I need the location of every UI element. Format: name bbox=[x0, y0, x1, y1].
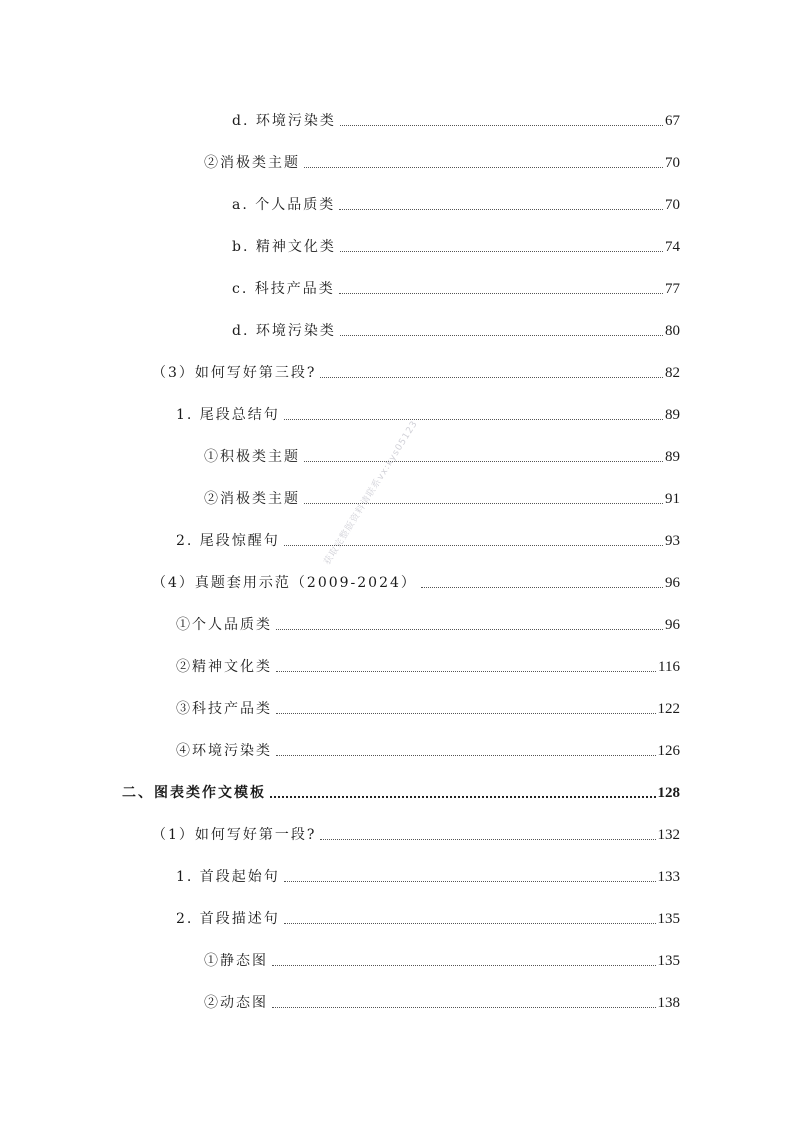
toc-entry-title: d. 环境污染类 bbox=[232, 323, 336, 339]
toc-entry-title: 2. 首段描述句 bbox=[176, 911, 280, 927]
toc-entry-page: 135 bbox=[657, 953, 680, 969]
toc-leader-dots bbox=[270, 795, 656, 798]
toc-entry[interactable] bbox=[232, 106, 680, 130]
toc-entry[interactable] bbox=[232, 190, 680, 214]
toc-entry[interactable] bbox=[176, 526, 680, 550]
toc-entry-title: ①静态图 bbox=[204, 953, 268, 969]
toc-entry-title: ②消极类主题 bbox=[204, 155, 300, 171]
toc-entry-title: （1）如何写好第一段? bbox=[152, 827, 317, 843]
toc-entry-page: 93 bbox=[665, 533, 680, 549]
toc-entry[interactable] bbox=[152, 568, 680, 592]
toc-entry-title: ②消极类主题 bbox=[204, 491, 300, 507]
toc-entry[interactable] bbox=[204, 148, 680, 172]
toc-entry[interactable] bbox=[176, 694, 680, 718]
toc-entry-page: 96 bbox=[665, 617, 680, 633]
toc-entry[interactable] bbox=[176, 862, 680, 886]
toc-leader-dots bbox=[320, 838, 655, 840]
toc-leader-dots bbox=[304, 460, 663, 462]
toc-entry-title: c. 科技产品类 bbox=[232, 281, 335, 297]
toc-entry-page: 91 bbox=[665, 491, 680, 507]
toc-leader-dots bbox=[272, 1006, 656, 1008]
toc-entry-title: ②精神文化类 bbox=[176, 659, 272, 675]
toc-leader-dots bbox=[339, 208, 663, 210]
toc-leader-dots bbox=[276, 628, 663, 630]
toc-entry-page: 135 bbox=[657, 911, 680, 927]
toc-section-heading[interactable] bbox=[122, 778, 680, 802]
toc-entry[interactable] bbox=[176, 904, 680, 928]
toc-entry-page: 89 bbox=[665, 449, 680, 465]
watermark-text: 获取完整版资料请联系vx:kys05123 bbox=[322, 418, 421, 567]
toc-leader-dots bbox=[284, 418, 663, 420]
toc-entry-title: ③科技产品类 bbox=[176, 701, 272, 717]
toc-entry-page: 89 bbox=[665, 407, 680, 423]
toc-leader-dots bbox=[339, 292, 663, 294]
toc-entry-page: 70 bbox=[665, 197, 680, 213]
toc-entry-page: 82 bbox=[665, 365, 680, 381]
toc-leader-dots bbox=[284, 922, 656, 924]
toc-entry-page: 122 bbox=[657, 701, 680, 717]
toc-entry[interactable] bbox=[204, 484, 680, 508]
toc-leader-dots bbox=[340, 334, 663, 336]
toc-leader-dots bbox=[276, 712, 656, 714]
toc-leader-dots bbox=[272, 964, 656, 966]
toc-leader-dots bbox=[421, 586, 663, 588]
toc-entry-page: 70 bbox=[665, 155, 680, 171]
toc-leader-dots bbox=[276, 670, 656, 672]
toc-entry[interactable] bbox=[204, 946, 680, 970]
toc-leader-dots bbox=[320, 376, 663, 378]
toc-entry[interactable] bbox=[204, 442, 680, 466]
toc-entry[interactable] bbox=[232, 232, 680, 256]
toc-entry-title: d. 环境污染类 bbox=[232, 113, 336, 129]
toc-entry-title: （4）真题套用示范（2009-2024） bbox=[152, 575, 417, 591]
toc-entry-page: 96 bbox=[665, 575, 680, 591]
toc-entry-title: ④环境污染类 bbox=[176, 743, 272, 759]
toc-entry[interactable] bbox=[152, 820, 680, 844]
toc-entry-page: 126 bbox=[657, 743, 680, 759]
toc-leader-dots bbox=[276, 754, 656, 756]
toc-entry[interactable] bbox=[176, 610, 680, 634]
toc-leader-dots bbox=[340, 124, 663, 126]
toc-entry-title: ②动态图 bbox=[204, 995, 268, 1011]
toc-entry-page: 77 bbox=[665, 281, 680, 297]
toc-entry-title: a. 个人品质类 bbox=[232, 197, 336, 213]
toc-entry-title: 二、图表类作文模板 bbox=[122, 785, 266, 801]
toc-entry-page: 80 bbox=[665, 323, 680, 339]
toc-entry-page: 138 bbox=[657, 995, 680, 1011]
toc-entry[interactable] bbox=[232, 316, 680, 340]
toc-leader-dots bbox=[284, 880, 656, 882]
toc-entry-page: 67 bbox=[665, 113, 680, 129]
toc-entry[interactable] bbox=[176, 652, 680, 676]
toc-leader-dots bbox=[304, 166, 663, 168]
toc-entry-title: 1. 首段起始句 bbox=[176, 869, 280, 885]
toc-entry-page: 132 bbox=[657, 827, 680, 843]
toc-entry-title: b. 精神文化类 bbox=[232, 239, 336, 255]
toc-entry-title: （3）如何写好第三段? bbox=[152, 365, 317, 381]
toc-entry-title: 1. 尾段总结句 bbox=[176, 407, 280, 423]
toc-entry[interactable] bbox=[204, 988, 680, 1012]
toc-entry[interactable] bbox=[176, 400, 680, 424]
toc-entry-page: 116 bbox=[658, 659, 680, 675]
toc-entry-page: 128 bbox=[657, 785, 680, 801]
toc-entry-page: 74 bbox=[665, 239, 680, 255]
toc-entry-title: ①个人品质类 bbox=[176, 617, 272, 633]
toc-entry[interactable] bbox=[152, 358, 680, 382]
toc-entry-page: 133 bbox=[657, 869, 680, 885]
toc-leader-dots bbox=[340, 250, 663, 252]
toc-entry-title: ①积极类主题 bbox=[204, 449, 300, 465]
toc-entry-title: 2. 尾段惊醒句 bbox=[176, 533, 280, 549]
toc-entry[interactable] bbox=[232, 274, 680, 298]
toc-entry[interactable] bbox=[176, 736, 680, 760]
